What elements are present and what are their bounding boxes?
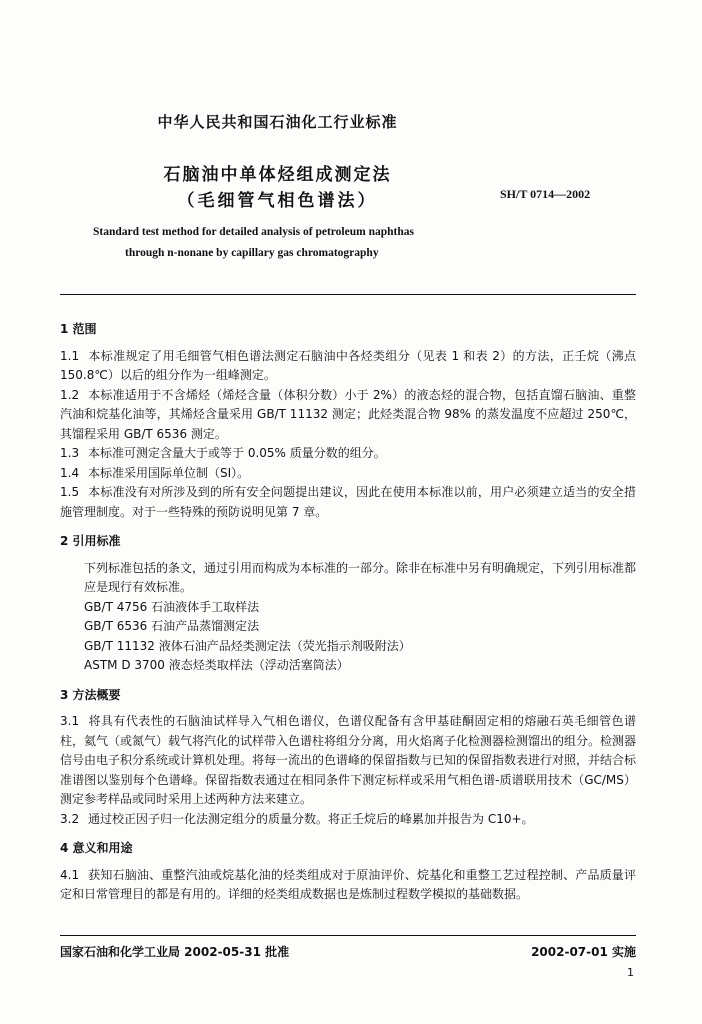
reference-item: ASTM D 3700 液态烃类取样法（浮动活塞筒法） [84,658,349,672]
approval-info: 国家石油和化学工业局 2002-05-31 批准 [60,945,290,959]
section-heading-significance-and-use: 4 意义和用途 [60,841,133,855]
standard-category-header: 中华人民共和国石油化工行业标准 [157,113,398,131]
clause-number: 3.2 [60,811,80,826]
title-english-line2: through n-nonane by capillary gas chromatography [125,247,379,259]
reference-item: GB/T 6536 石油产品蒸馏测定法 [84,619,260,633]
clause-text: 将具有代表性的石脑油试样导入气相色谱仪，色谱仪配备有含甲基硅酮固定相的熔融石英毛细管色谱柱，氦气（或氮气）载气将汽化的试样带入色谱柱将组分分离，用火焰离子化检测器检测馏出的组分。检测器信号由电子积分系统或计算机处理。将每一流出的色谱峰的保留指数与已知的保留指数表进行对照，并结合标准谱图以鉴别每个色谱峰。保留指数表通过在相同条件下测定标样或采用气相色谱-质谱联用技术（GC/MS）测定参考样品或同时采用上述两种方法来建立。 [60,714,637,806]
section-heading-scope: 1 范围 [60,322,97,336]
clause-number: 3.1 [60,714,80,728]
clause-text: 本标准没有对所涉及到的所有安全问题提出建议，因此在使用本标准以前，用户必须建立适当的安全措施管理制度。对于一些特殊的预防说明见第 7 章。 [60,485,636,519]
clause-number: 4.1 [60,867,80,882]
page-number: 1 [627,966,634,979]
clause-text: 本标准适用于不含烯烃（烯烃含量（体积分数）小于 2%）的液态烃的混合物，包括直馏石脑油、重整汽油和烷基化油等，其烯烃含量采用 GB/T 11132 测定；此烃类混合物 98% 的蒸发温度不应超过 250℃，其馏程采用 GB/T 6536 测定。 [60,387,636,441]
section-heading-method-summary: 3 方法概要 [60,687,121,702]
clause-4-1 [60,866,636,905]
section-heading-normative-references: 2 引用标准 [60,534,121,548]
clause-number: 1.4 [60,465,80,480]
clause-3-2 [60,810,636,830]
clause-1-3 [60,444,636,464]
title-english-line1: Standard test method for detailed analysis of petroleum naphthas [93,226,414,238]
clause-1-5 [60,483,636,522]
clause-number: 1.1 [60,348,80,363]
clause-text: 本标准可测定含量大于或等于 0.05% 质量分数的组分。 [88,446,386,460]
clause-text: 获知石脑油、重整汽油或烷基化油的烃类组成对于原油评价、烷基化和重整工艺过程控制、产品质量评定和日常管理目的都是有用的。详细的烃类组成数据也是炼制过程数学模拟的基础数据。 [60,867,636,901]
title-chinese-line2: （毛细管气相色谱法） [177,191,378,211]
clause-number: 1.2 [60,387,80,402]
reference-item: GB/T 11132 液体石油产品烃类测定法（荧光指示剂吸附法） [84,638,411,653]
reference-item: GB/T 4756 石油液体手工取样法 [84,599,260,614]
document-body [60,320,636,905]
clause-1-1 [60,347,636,386]
clause-text: 通过校正因子归一化法测定组分的质量分数。将正壬烷后的峰累加并报告为 C10+。 [88,811,534,826]
clause-1-4 [60,464,636,484]
clause-text: 本标准采用国际单位制（SI）。 [88,465,250,480]
clause-1-2 [60,386,636,445]
title-chinese-line1: 石脑油中单体烃组成测定法 [163,165,392,185]
standard-number: SH/T 0714—2002 [500,187,591,201]
clause-number: 1.5 [60,485,80,499]
footer-divider [60,935,636,936]
clause-3-1 [60,712,636,810]
implementation-date: 2002-07-01 实施 [531,945,636,959]
references-intro: 下列标准包括的条文，通过引用而构成为本标准的一部分。除非在标准中另有明确规定，下列引用标准都应是现行有效标准。 [84,560,637,594]
clause-text: 本标准规定了用毛细管气相色谱法测定石脑油中各烃类组分（见表 1 和表 2）的方法，正壬烷（沸点 150.8℃）以后的组分作为一组峰测定。 [60,348,636,382]
clause-number: 1.3 [60,446,80,460]
header-divider [60,294,636,295]
